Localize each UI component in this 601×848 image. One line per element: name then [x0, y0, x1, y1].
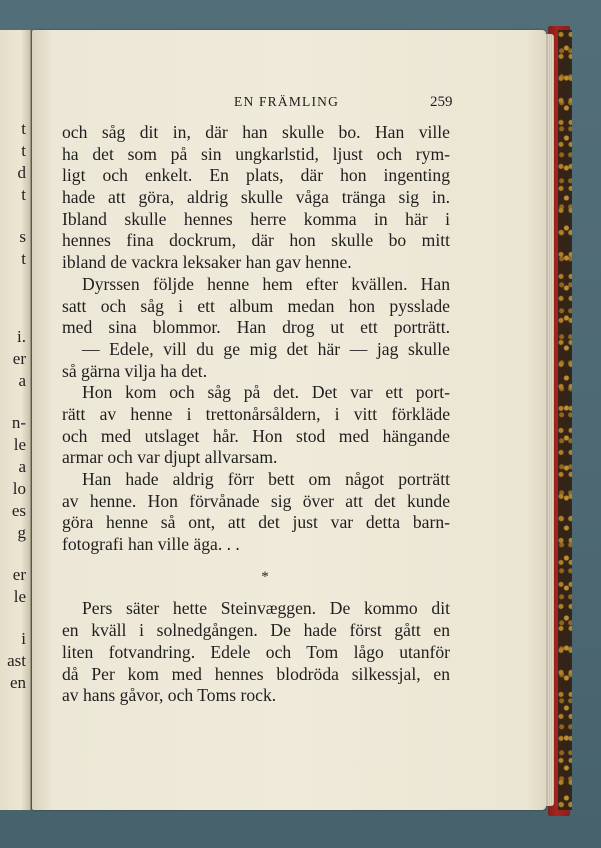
text-line: och med utslaget hår. Hon stod med hängande — [62, 425, 450, 446]
facing-page-fragment: i — [21, 629, 26, 648]
text-line: göra henne så ont, att det just var detta barn- — [62, 512, 450, 533]
text-line: med sina blommor. Han drog ut ett porträtt. — [62, 317, 450, 338]
running-head-title: EN FRÄMLING — [234, 94, 340, 109]
text-line: hade att göra, aldrig skulle våga tränga sig in. — [62, 187, 450, 208]
text-line: hennes fina dockrum, där hon skulle bo mitt — [62, 230, 450, 251]
facing-page-edge — [0, 30, 31, 810]
text-line: ibland de vackra leksaker han gav henne. — [62, 252, 352, 273]
text-line: Ibland skulle hennes herre komma in här i — [62, 208, 450, 229]
facing-page-fragment: a — [18, 371, 26, 390]
facing-page-fragment: s — [19, 227, 26, 246]
text-line: armar och var djupt allvarsam. — [62, 447, 278, 468]
facing-page-fragment: es — [11, 501, 26, 520]
page-number: 259 — [430, 94, 453, 110]
text-line: fotografi han ville äga. . . — [62, 534, 240, 555]
facing-page-fragment: t — [21, 249, 26, 268]
text-line: liten fotvandring. Edele och Tom lågo utanför — [62, 641, 450, 662]
text-line: av hans gåvor, och Toms rock. — [62, 685, 277, 706]
facing-page-fragment: ast — [7, 651, 26, 670]
facing-page-fragment: le — [13, 435, 26, 454]
text-line: Han hade aldrig förr bett om något porträtt — [82, 469, 450, 489]
body-text — [62, 122, 450, 707]
facing-page-fragment: er — [12, 349, 26, 368]
text-line: Dyrssen följde henne hem efter kvällen. Han — [82, 273, 450, 294]
text-line: så gärna vilja ha det. — [62, 360, 208, 381]
facing-page-fragment: t — [21, 185, 26, 204]
section-separator: * — [261, 568, 269, 585]
text-line: — Edele, vill du ge mig det här — jag skulle — [82, 338, 450, 359]
facing-page-fragment: n- — [11, 413, 26, 432]
text-line: en kväll i solnedgången. De hade först gått en — [62, 620, 450, 641]
text-line: då Per kom med hennes blodröda silkessjal, en — [62, 663, 450, 684]
facing-page-fragment: le — [13, 587, 26, 606]
facing-page-fragment: er — [12, 565, 26, 584]
facing-page-fragment: i. — [17, 327, 26, 346]
facing-page-fragment: lo — [12, 479, 26, 498]
text-line: ha det som på sin ungkarlstid, ljust och rym- — [62, 143, 450, 164]
text-line: satt och såg i ett album medan hon pysslade — [62, 295, 450, 316]
facing-page-fragment: t — [21, 119, 26, 138]
text-line: Hon kom och såg på det. Det var ett port- — [82, 382, 450, 403]
facing-page-text-fragments — [0, 30, 30, 810]
section-gap — [62, 556, 450, 564]
facing-page-fragment: d — [17, 163, 26, 182]
text-line: och såg dit in, där han skulle bo. Han ville — [62, 122, 450, 142]
text-line: rätt av henne i trettonårsåldern, i vitt förkläde — [62, 403, 450, 424]
facing-page-fragment: a — [18, 457, 26, 476]
text-line: Pers säter hette Steinvæggen. De kommo dit — [82, 598, 450, 619]
facing-page-fragment: en — [9, 673, 26, 692]
facing-page-fragment: t — [21, 141, 26, 160]
facing-page-fragment: g — [17, 523, 26, 542]
running-head — [32, 94, 546, 114]
text-line: ligt och enkelt. En plats, där hon ingenting — [62, 165, 450, 186]
book-page — [32, 30, 546, 810]
text-line: av henne. Hon förvånade sig över att det kunde — [62, 490, 450, 511]
marbled-endpaper — [558, 30, 572, 810]
